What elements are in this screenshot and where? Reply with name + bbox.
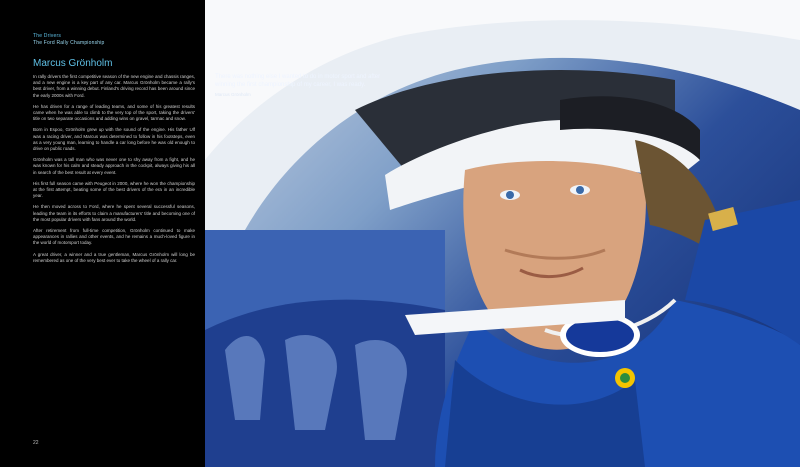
paragraph: He then moved across to Ford, where he spent several successful seasons, leading the team in its efforts to claim a manufacturers' title and becoming one of the most popular drivers with fans around the world. xyxy=(33,204,195,222)
paragraph: His first full season came with Peugeot in 2000, where he won the championship at the first attempt, beating some of the best drivers of the era in an incredible year. xyxy=(33,180,195,199)
paragraph: He has driven for a range of leading teams, and some of his greatest results came when he was able to climb to the very top of the sport, taking the drivers' title on two separate occasions and adding wins on gravel, tarmac and snow. xyxy=(33,103,195,122)
page-number: 22 xyxy=(33,440,39,446)
quote-credit: Marcus Grönholm xyxy=(215,92,251,97)
article-body xyxy=(33,74,195,269)
paragraph: Grönholm was a tall man who was never one to shy away from a fight, and he was known for his calm and steady approach in the cockpit, always giving his all in search of the best result at every event. xyxy=(33,157,195,175)
driver-photo xyxy=(205,0,800,467)
paragraph: After retirement from full-time competition, Grönholm continued to make appearances in rallies and other events, and he remains a much-loved figure in the world of motorsport today. xyxy=(33,228,195,246)
section-subkicker: The Ford Rally Championship xyxy=(33,40,105,46)
page-title: Marcus Grönholm xyxy=(33,58,113,69)
photo-illustration xyxy=(205,0,800,467)
section-kicker: The Drivers xyxy=(33,33,62,39)
paragraph: In rally drivers the first competitive season of the new engine and chassis ranges, and a new engine is a key part of any car. Marcus Grönholm became a rally's best driver, from a winning debut. Finland's driving record has been around since the early 2000s with Ford. xyxy=(33,74,195,98)
paragraph: A great driver, a winner and a true gentleman, Marcus Grönholm will long be remembered as one of the very best ever to take the wheel of a rally car. xyxy=(33,251,195,263)
pull-quote: There was nothing else I wanted to do in motor sport and after winning the first championship of my career, I was ready. xyxy=(215,74,381,88)
text-page xyxy=(0,0,205,467)
paragraph: Born in Espoo, Grönholm grew up with the sound of the engine. His father Ulf was a racing driver, and Marcus was determined to follow in his footsteps, even as a very young man, learning to handle a car long before he was old enough to drive on public roads. xyxy=(33,127,195,152)
